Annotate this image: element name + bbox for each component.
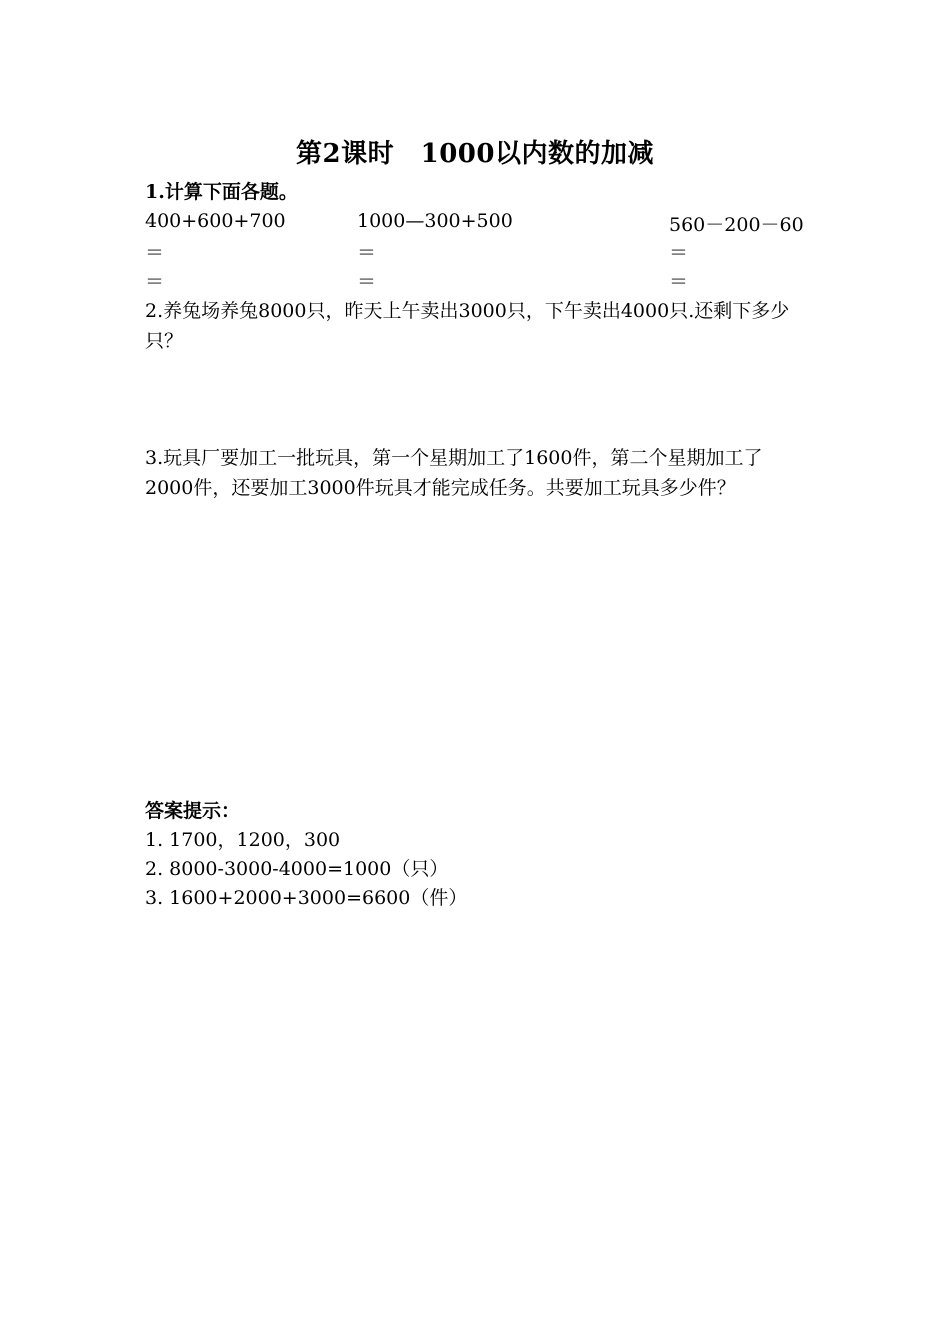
q1-heading: 1.计算下面各题。 [145, 181, 298, 203]
answer-3: 3. 1600+2000+3000=6600（件） [145, 887, 468, 909]
answers-heading: 答案提示： [145, 800, 241, 822]
q1-eq-2b: ＝ [357, 271, 377, 293]
q1-eq-2a: ＝ [357, 242, 377, 264]
answer-2: 2. 8000-3000-4000=1000（只） [145, 858, 449, 880]
q1-eq-1a: ＝ [145, 242, 165, 264]
q3-text: 3.玩具厂要加工一批玩具，第一个星期加工了1600件，第二个星期加工了2000件，还要加工3000件玩具才能完成任务。共要加工玩具多少件？ [145, 447, 763, 499]
q1-eq-1b: ＝ [145, 271, 165, 293]
page-title: 第2课时 1000以内数的加减 [296, 139, 654, 169]
q1-expr-1: 400+600+700 [145, 210, 286, 232]
q1-eq-3b: ＝ [669, 271, 689, 293]
q1-eq-3a: ＝ [669, 242, 689, 264]
q1-expr-2: 1000—300+500 [357, 210, 513, 232]
answer-1: 1. 1700，1200，300 [145, 829, 341, 851]
q1-expr-3: 560－200－60 [669, 214, 804, 236]
q2-text: 2.养兔场养兔8000只，昨天上午卖出3000只，下午卖出4000只.还剩下多少只？ [145, 300, 790, 352]
